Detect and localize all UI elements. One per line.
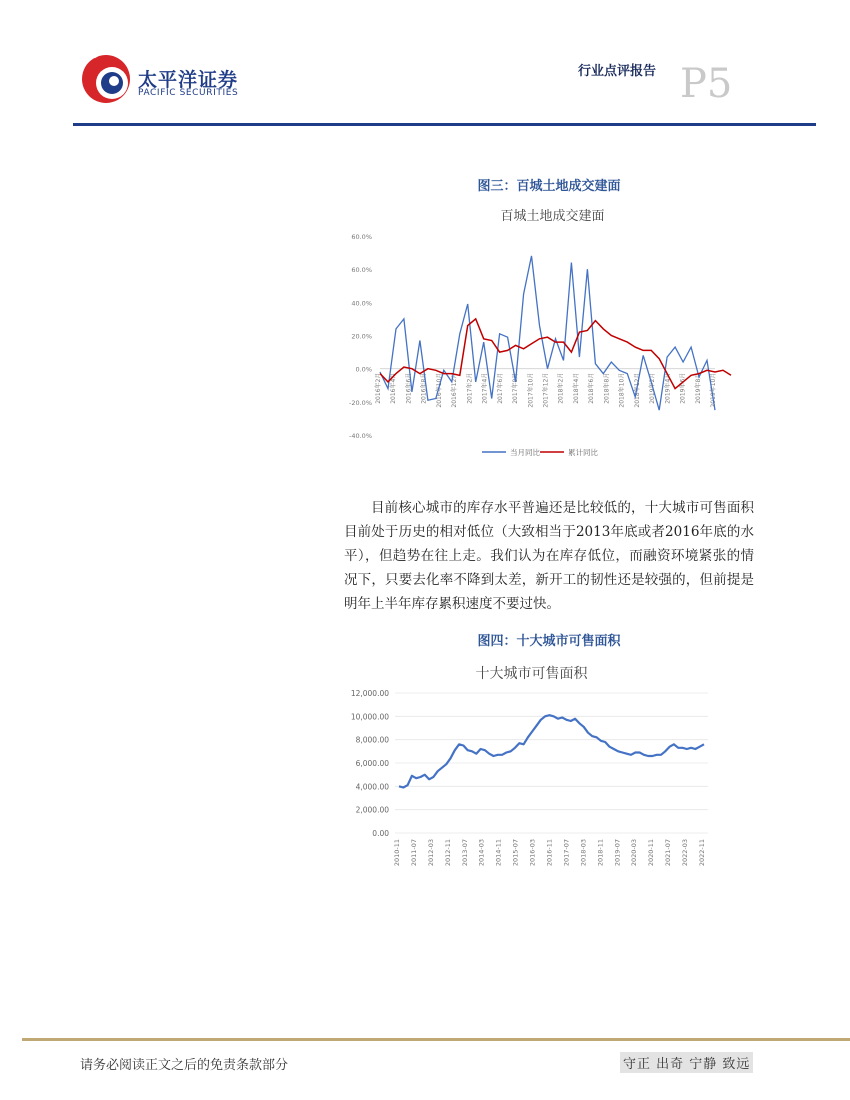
x-tick-label: 2022-03: [681, 839, 690, 867]
y-tick-label: 2,000.00: [355, 805, 389, 815]
figure4-chart: [340, 655, 740, 880]
x-tick-label: 2019年8月: [694, 372, 702, 404]
x-tick-label: 2015-07: [511, 839, 520, 867]
report-type: 行业点评报告: [578, 64, 657, 79]
figure4-caption: 图四：十大城市可售面积: [477, 634, 621, 649]
x-tick-label: 2018年8月: [603, 372, 611, 404]
x-tick-label: 2014-03: [477, 839, 486, 867]
footer-disclaimer: 请务必阅读正文之后的免责条款部分: [80, 1058, 289, 1073]
x-tick-label: 2017年12月: [542, 372, 550, 408]
x-tick-label: 2016-11: [545, 839, 554, 867]
x-tick-label: 2019年10月: [710, 372, 717, 408]
legend-label-monthly: 当月同比: [510, 448, 540, 457]
x-tick-label: 2018-03: [579, 839, 588, 867]
x-tick-label: 2021-07: [664, 839, 673, 867]
x-tick-label: 2016年6月: [405, 372, 413, 404]
x-tick-label: 2019年6月: [679, 372, 687, 404]
brand-name-en: PACIFIC SECURITIES: [138, 88, 239, 98]
chart-title: 百城土地成交建面: [500, 209, 605, 224]
x-tick-label: 2018年4月: [572, 372, 580, 404]
x-tick-label: 2018-11: [596, 839, 605, 867]
x-tick-label: 2016年2月: [375, 372, 382, 404]
x-tick-label: 2013-07: [460, 839, 469, 867]
x-tick-label: 2016年4月: [390, 372, 398, 404]
header-divider: [73, 123, 816, 126]
brand-name-cn: 太平洋证券: [138, 69, 239, 91]
footer-motto: 守正 出奇 宁静 致远: [620, 1052, 753, 1073]
legend-label-cumulative: 累计同比: [568, 448, 598, 457]
figure3-caption: 图三：百城土地成交建面: [477, 179, 621, 194]
x-tick-label: 2016年10月: [435, 372, 443, 408]
footer-divider: [22, 1038, 850, 1041]
y-tick-label: 60.0%: [351, 233, 372, 241]
page-number: P5: [680, 61, 733, 107]
y-tick-label: 20.0%: [351, 332, 372, 341]
x-tick-label: 2019年2月: [649, 372, 657, 404]
y-tick-label: -40.0%: [349, 432, 372, 440]
y-tick-label: 12,000.00: [350, 689, 389, 698]
y-tick-label: 6,000.00: [355, 759, 389, 768]
x-tick-label: 2019年4月: [664, 372, 672, 404]
series-line-available-area: [399, 715, 704, 787]
y-tick-label: -20.0%: [349, 398, 372, 407]
x-tick-label: 2016年8月: [420, 372, 428, 404]
chart-title: 十大城市可售面积: [475, 666, 588, 682]
y-tick-label: 8,000.00: [355, 735, 389, 745]
x-tick-label: 2017年4月: [481, 372, 489, 404]
x-tick-label: 2018年2月: [557, 372, 565, 404]
y-tick-label: 40.0%: [351, 299, 372, 308]
x-tick-label: 2012-03: [426, 839, 435, 867]
x-tick-label: 2017年10月: [527, 372, 535, 408]
x-tick-label: 2010-11: [393, 839, 401, 867]
x-tick-label: 2011-07: [409, 839, 418, 867]
x-tick-label: 2018年6月: [588, 372, 596, 404]
x-tick-label: 2017年6月: [496, 372, 504, 404]
y-tick-label: 10,000.00: [350, 712, 389, 722]
x-tick-label: 2017年8月: [512, 372, 520, 404]
x-tick-label: 2020-11: [647, 839, 656, 867]
body-paragraph: 目前核心城市的库存水平普遍还是比较低的，十大城市可售面积目前处于历史的相对低位（大致相当于2013年底或者2016年底的水平），但趋势在往上走。我们认为在库存低位，而融资环境紧张的情况下，只要去化率不降到太差，新开工的韧性还是较强的，但前提是明年上半年库存累积速度不要过快。: [344, 500, 754, 612]
x-tick-label: 2018年10月: [618, 372, 626, 408]
figure3-chart: [340, 200, 740, 465]
y-tick-label: 4,000.00: [355, 782, 389, 792]
x-tick-label: 2017年2月: [466, 372, 474, 404]
x-tick-label: 2022-11: [698, 839, 706, 867]
x-tick-label: 2016-03: [528, 839, 537, 867]
x-tick-label: 2016年12月: [451, 372, 459, 408]
x-tick-label: 2014-11: [494, 839, 503, 867]
x-tick-label: 2012-11: [443, 839, 452, 867]
x-tick-label: 2018年12月: [633, 372, 641, 408]
x-tick-label: 2019-07: [613, 839, 622, 867]
y-tick-label: 0.0%: [355, 365, 372, 374]
y-tick-label: 0.00: [372, 829, 389, 838]
y-tick-label: 60.0%: [351, 266, 372, 275]
x-tick-label: 2017-07: [562, 839, 571, 867]
x-tick-label: 2020-03: [630, 839, 639, 867]
